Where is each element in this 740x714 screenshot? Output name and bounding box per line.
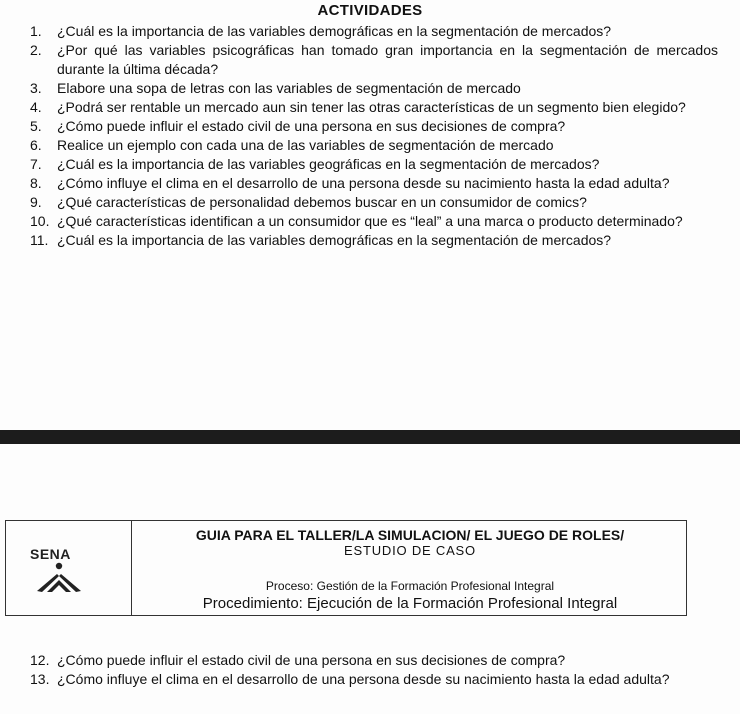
activity-number: 12.	[30, 652, 50, 668]
activity-text: ¿Por qué las variables psicográficas han tomado gran importancia en la segmentación de mercados durante la última década?	[57, 42, 718, 77]
activities-list	[0, 22, 718, 250]
activity-text: ¿Cuál es la importancia de las variables demográficas en la segmentación de mercados?	[57, 232, 612, 248]
guide-title: GUIA PARA EL TALLER/LA SIMULACION/ EL JUEGO DE ROLES/	[195, 527, 625, 543]
activity-number: 1.	[30, 23, 42, 39]
activity-number: 3.	[30, 80, 42, 96]
activity-number: 13.	[30, 671, 50, 687]
activity-number: 6.	[30, 137, 42, 153]
logo-cell	[6, 521, 132, 615]
activity-text: ¿Cuál es la importancia de las variables geográficas en la segmentación de mercados?	[57, 156, 600, 172]
activity-text: Elabore una sopa de letras con las variables de segmentación de mercado	[57, 80, 521, 96]
page-title: ACTIVIDADES	[317, 2, 423, 19]
procedimiento-label: Procedimiento: Ejecución de la Formación Profesional Integral	[202, 595, 618, 612]
sena-logo-icon	[33, 561, 85, 595]
activity-item	[0, 41, 718, 79]
activity-text: Realice un ejemplo con cada una de las variables de segmentación de mercado	[57, 137, 554, 153]
activity-item	[0, 174, 718, 193]
activity-item	[0, 212, 718, 231]
activity-text: ¿Cómo influye el clima en el desarrollo de una persona desde su nacimiento hasta la edad adulta?	[57, 671, 670, 687]
activity-number: 2.	[30, 42, 42, 58]
activity-text: ¿Qué características de personalidad debemos buscar en un consumidor de comics?	[57, 194, 587, 210]
activity-text: ¿Cómo influye el clima en el desarrollo de una persona desde su nacimiento hasta la edad adulta?	[57, 175, 670, 191]
document-header	[5, 520, 687, 616]
page-divider	[0, 430, 740, 444]
activity-item	[0, 651, 718, 670]
activity-number: 5.	[30, 118, 42, 134]
activity-number: 9.	[30, 194, 42, 210]
activity-item	[0, 22, 718, 41]
activity-item	[0, 155, 718, 174]
activity-item	[0, 193, 718, 212]
activity-item	[0, 136, 718, 155]
proceso-label: Proceso: Gestión de la Formación Profesional Integral	[265, 579, 555, 593]
sena-logo-text: SENA	[30, 546, 71, 562]
activity-number: 11.	[30, 232, 49, 248]
activity-item	[0, 231, 718, 250]
activity-text: ¿Qué características identifican a un consumidor que es “leal” a una marca o producto determinado?	[57, 213, 683, 229]
activity-text: ¿Cómo puede influir el estado civil de una persona en sus decisiones de compra?	[57, 652, 566, 668]
activity-text: ¿Cuál es la importancia de las variables demográficas en la segmentación de mercados?	[57, 23, 612, 39]
activities-list-continued	[0, 651, 718, 689]
activity-item	[0, 117, 718, 136]
activity-item	[0, 79, 718, 98]
activity-number: 7.	[30, 156, 42, 172]
activity-item	[0, 98, 718, 117]
guide-subtitle: ESTUDIO DE CASO	[344, 543, 476, 558]
activity-number: 8.	[30, 175, 42, 191]
activity-text: ¿Cómo puede influir el estado civil de una persona en sus decisiones de compra?	[57, 118, 566, 134]
activity-text: ¿Podrá ser rentable un mercado aun sin tener las otras características de un segmento bien elegido?	[57, 99, 686, 115]
activity-number: 10.	[30, 213, 50, 229]
activity-number: 4.	[30, 99, 42, 115]
activity-item	[0, 670, 718, 689]
